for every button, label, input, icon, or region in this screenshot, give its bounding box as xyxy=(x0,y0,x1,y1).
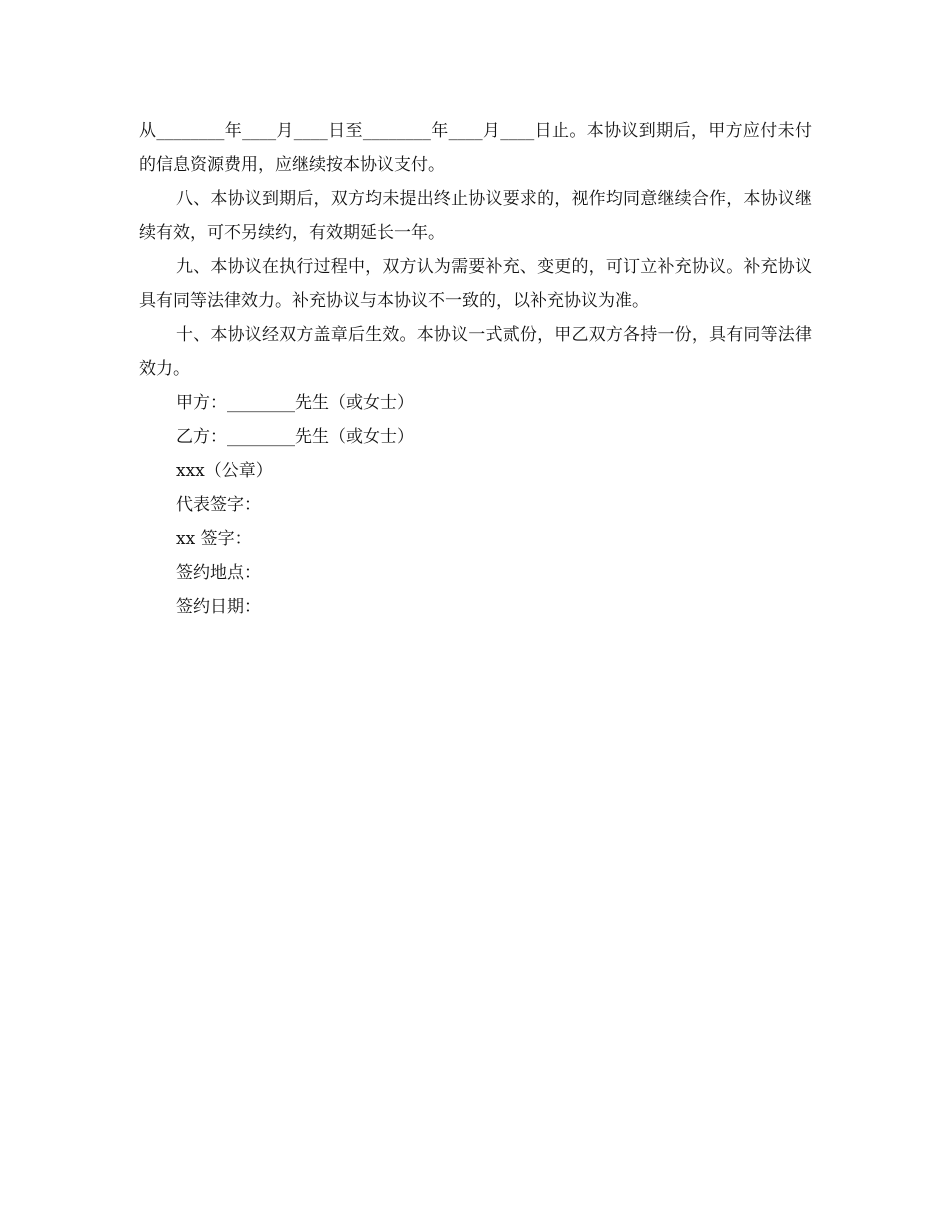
company-seal-line: xxx（公章） xyxy=(176,461,273,481)
party-b-line: 乙方：________先生（或女士） xyxy=(176,427,414,447)
clause-term-continuation: 从________年____月____日至________年____月____日止。本协议到期后，甲方应付未付的信息资源费用，应继续按本协议支付。 xyxy=(139,121,812,175)
signing-date-line: 签约日期： xyxy=(176,597,261,617)
document-body xyxy=(139,114,812,624)
clause-nine: 九、本协议在执行过程中，双方认为需要补充、变更的，可订立补充协议。补充协议具有同等法律效力。补充协议与本协议不一致的，以补充协议为准。 xyxy=(139,257,812,311)
clause-eight: 八、本协议到期后，双方均未提出终止协议要求的，视作均同意继续合作，本协议继续有效，可不另续约，有效期延长一年。 xyxy=(139,189,812,243)
representative-signature-line: 代表签字： xyxy=(176,495,261,515)
xx-signature-line: xx 签字： xyxy=(176,529,252,549)
clause-ten: 十、本协议经双方盖章后生效。本协议一式贰份，甲乙双方各持一份，具有同等法律效力。 xyxy=(139,325,812,379)
signing-location-line: 签约地点： xyxy=(176,563,261,583)
signature-block xyxy=(139,386,812,624)
party-a-line: 甲方：________先生（或女士） xyxy=(176,393,414,413)
